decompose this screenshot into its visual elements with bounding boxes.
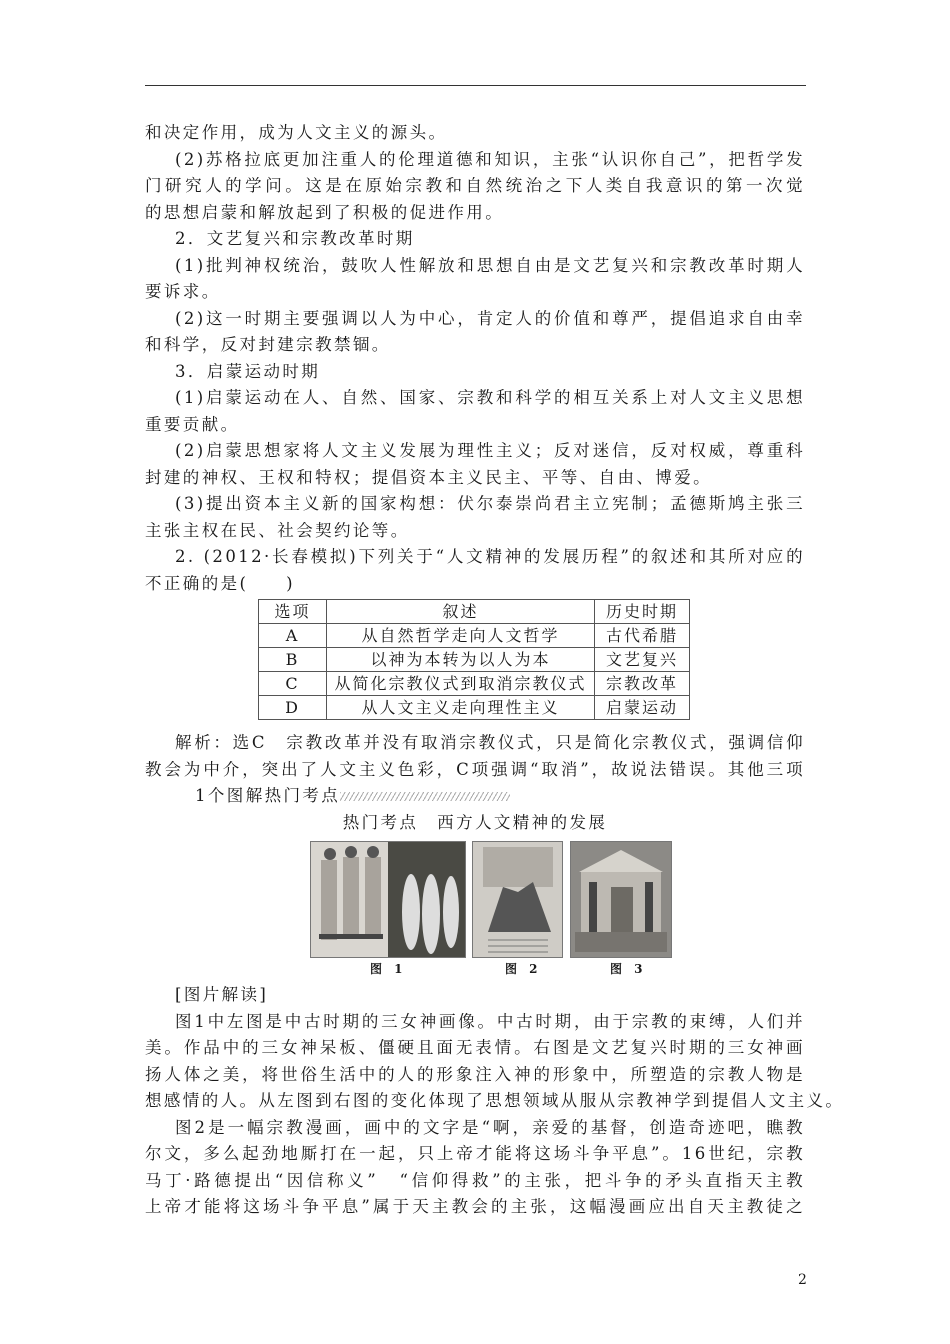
figure-2-image xyxy=(472,841,563,958)
table-cell: B xyxy=(259,648,327,672)
text-line: (1)启蒙运动在人、自然、国家、宗教和科学的相互关系上对人文主义思想 xyxy=(175,388,805,407)
figure-3-caption: 图 3 xyxy=(610,962,647,976)
table-cell: C xyxy=(259,672,327,696)
section-title: 热门考点 西方人文精神的发展 xyxy=(342,812,608,832)
question-stem: 不正确的是( ) xyxy=(145,573,295,593)
section-label-text: 1个图解热门考点 xyxy=(195,786,341,805)
text-line: (3)提出资本主义新的国家构想：伏尔泰崇尚君主立宪制；孟德斯鸠主张三 xyxy=(175,494,805,513)
table-cell: 启蒙运动 xyxy=(595,696,690,720)
temple-model-icon xyxy=(571,842,671,957)
page-number: 2 xyxy=(798,1272,807,1288)
table-cell: A xyxy=(259,624,327,648)
text-line: 的思想启蒙和解放起到了积极的促进作用。 xyxy=(145,202,505,222)
text-line: 和科学，反对封建宗教禁锢。 xyxy=(145,335,391,354)
question-stem: 2. (2012·长春模拟)下列关于“人文精神的发展历程”的叙述和其所对应的 xyxy=(175,547,805,566)
figure-1-image xyxy=(310,841,466,958)
section-label xyxy=(145,783,805,810)
text-line: (2)这一时期主要强调以人为中心，肯定人的价值和尊严，提倡追求自由幸 xyxy=(175,308,805,328)
table-cell: 古代希腊 xyxy=(595,624,690,648)
text-line: 要诉求。 xyxy=(145,282,221,301)
table-cell: 从人文主义走向理性主义 xyxy=(327,696,595,720)
text-line: 主张主权在民、社会契约论等。 xyxy=(145,520,410,540)
body-section-3 xyxy=(145,982,845,1221)
section-heading: [图片解读] xyxy=(175,985,269,1004)
text-line: 马丁·路德提出“因信称义” “信仰得救”的主张，把斗争的矛头直指天主教 xyxy=(145,1170,805,1190)
figure-2-caption: 图 2 xyxy=(505,962,542,976)
figure-3-image xyxy=(570,841,672,958)
table-cell: 从自然哲学走向人文哲学 xyxy=(327,624,595,648)
options-table xyxy=(258,599,690,720)
table-cell: 从简化宗教仪式到取消宗教仪式 xyxy=(327,672,595,696)
religious-cartoon-icon xyxy=(473,842,562,957)
text-line: 图1中左图是中古时期的三女神画像。中古时期，由于宗教的束缚，人们并 xyxy=(175,1011,805,1031)
section-heading: 2．文艺复兴和宗教改革时期 xyxy=(175,229,415,248)
text-line: 上帝才能将这场斗争平息”属于天主教会的主张，这幅漫画应出自天主教徒之 xyxy=(145,1197,805,1216)
text-line: 图2是一幅宗教漫画，画中的文字是“啊，亲爱的基督，创造奇迹吧，瞧教 xyxy=(175,1117,805,1137)
text-line: 美。作品中的三女神呆板、僵硬且面无表情。右图是文艺复兴时期的三女神画 xyxy=(145,1038,805,1057)
text-line: 封建的神权、王权和特权；提倡资本主义民主、平等、自由、博爱。 xyxy=(145,467,712,487)
body-section-2 xyxy=(145,730,805,836)
text-line: 门研究人的学问。这是在原始宗教和自然统治之下人类自我意识的第一次觉 xyxy=(145,176,805,195)
text-line: (2)苏格拉底更加注重人的伦理道德和知识，主张“认识你自己”，把哲学发 xyxy=(175,149,805,169)
text-line: 扬人体之美，将世俗生活中的人的形象注入神的形象中，所塑造的宗教人物是 xyxy=(145,1064,805,1084)
figure-1-caption: 图 1 xyxy=(370,962,407,976)
table-header: 选项 xyxy=(259,600,327,624)
body-section-1 xyxy=(145,120,805,597)
section-heading: 3．启蒙运动时期 xyxy=(175,361,321,381)
text-line: (1)批判神权统治，鼓吹人性解放和思想自由是文艺复兴和宗教改革时期人 xyxy=(175,255,805,275)
text-line: 想感情的人。从左图到右图的变化体现了思想领域从服从宗教神学到提倡人文主义。 xyxy=(145,1091,845,1110)
text-line: 和决定作用，成为人文主义的源头。 xyxy=(145,123,448,142)
answer-analysis: 解析：选C 宗教改革并没有取消宗教仪式，只是简化宗教仪式，强调信仰 xyxy=(175,733,805,752)
table-row xyxy=(259,696,690,720)
text-line: 尔文，多么起劲地厮打在一起，只上帝才能将这场斗争平息”。16世纪，宗教 xyxy=(145,1144,805,1163)
table-cell: D xyxy=(259,696,327,720)
text-line: 重要贡献。 xyxy=(145,414,240,434)
header-rule xyxy=(145,85,806,86)
table-row xyxy=(259,672,690,696)
text-line: (2)启蒙思想家将人文主义发展为理性主义；反对迷信，反对权威，尊重科 xyxy=(175,441,805,460)
table-row xyxy=(259,648,690,672)
hatch-decoration xyxy=(340,792,510,801)
table-header: 历史时期 xyxy=(595,600,690,624)
table-row xyxy=(259,624,690,648)
table-cell: 以神为本转为以人为本 xyxy=(327,648,595,672)
table-header-row xyxy=(259,600,690,624)
answer-analysis: 教会为中介，突出了人文主义色彩，C项强调“取消”，故说法错误。其他三项 xyxy=(145,759,805,779)
three-graces-painting-icon xyxy=(311,842,465,957)
table-cell: 文艺复兴 xyxy=(595,648,690,672)
table-cell: 宗教改革 xyxy=(595,672,690,696)
table-header: 叙述 xyxy=(327,600,595,624)
